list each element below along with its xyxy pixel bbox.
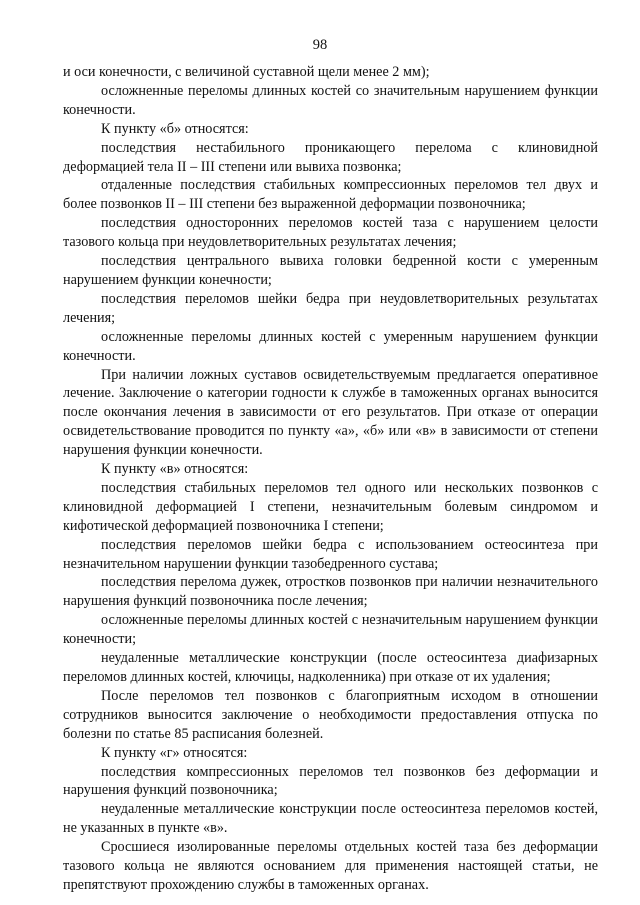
paragraph: осложненные переломы длинных костей со значительным нарушением функции конечности.: [63, 82, 598, 118]
paragraph: последствия компрессионных переломов тел позвонков без деформации и нарушения функций позвоночника;: [63, 763, 598, 799]
page-number: 98: [312, 37, 328, 53]
section-heading-b: К пункту «б» относятся:: [101, 120, 249, 137]
paragraph: последствия стабильных переломов тел одного или нескольких позвонков с клиновидной деформацией I степени, незначительным болевым синдромом и кифотической деформацией позвоночника I степени;: [63, 479, 598, 534]
paragraph: неудаленные металлические конструкции после остеосинтеза переломов костей, не указанных в пункте «в».: [63, 801, 598, 837]
paragraph: последствия нестабильного проникающего перелома с клиновидной деформацией тела II – III степени или вывиха позвонка;: [63, 139, 598, 175]
paragraph: неудаленные металлические конструкции (после остеосинтеза диафизарных переломов длинных костей, ключицы, надколенника) при отказе от их удаления;: [63, 650, 598, 685]
paragraph-continuation: и оси конечности, с величиной суставной щели менее 2 мм);: [63, 64, 430, 80]
paragraph: последствия переломов шейки бедра с использованием остеосинтеза при незначительном нарушении функции тазобедренного сустава;: [63, 536, 598, 572]
section-heading-g: К пункту «г» относятся:: [101, 744, 248, 761]
paragraph: После переломов тел позвонков с благоприятным исходом в отношении сотрудников выносится заключение о необходимости предоставления отпуска по болезни по статье 85 расписания болезней.: [63, 687, 598, 742]
document-body: [63, 63, 598, 895]
section-heading-v: К пункту «в» относятся:: [101, 461, 249, 478]
paragraph: осложненные переломы длинных костей с незначительным нарушением функции конечности;: [63, 612, 598, 648]
paragraph: отдаленные последствия стабильных компрессионных переломов тел двух и более позвонков II – III степени без выраженной деформации позвоночника;: [63, 177, 598, 213]
paragraph: последствия центрального вывиха головки бедренной кости с умеренным нарушением функции конечности;: [63, 253, 598, 288]
paragraph: Сросшиеся изолированные переломы отдельных костей таза без деформации тазового кольца не являются основанием для применения настоящей статьи, не препятствуют прохождению службы в таможенных органах.: [63, 839, 598, 893]
paragraph: При наличии ложных суставов освидетельствуемым предлагается оперативное лечение. Заключение о категории годности к службе в таможенных органах выносится после окончания лечения в зависимости от его результатов. При отказе от операции освидетельствование проводится по пункту «а», «б» или «в» в зависимости от степени нарушения функции конечности.: [63, 366, 598, 459]
paragraph: осложненные переломы длинных костей с умеренным нарушением функции конечности.: [63, 328, 598, 364]
paragraph: последствия перелома дужек, отростков позвонков при наличии незначительного нарушения функций позвоночника после лечения;: [63, 574, 598, 610]
paragraph: последствия переломов шейки бедра при неудовлетворительных результатах лечения;: [63, 290, 598, 326]
paragraph: последствия односторонних переломов костей таза с нарушением целости тазового кольца при неудовлетворительных результатах лечения;: [63, 215, 598, 251]
